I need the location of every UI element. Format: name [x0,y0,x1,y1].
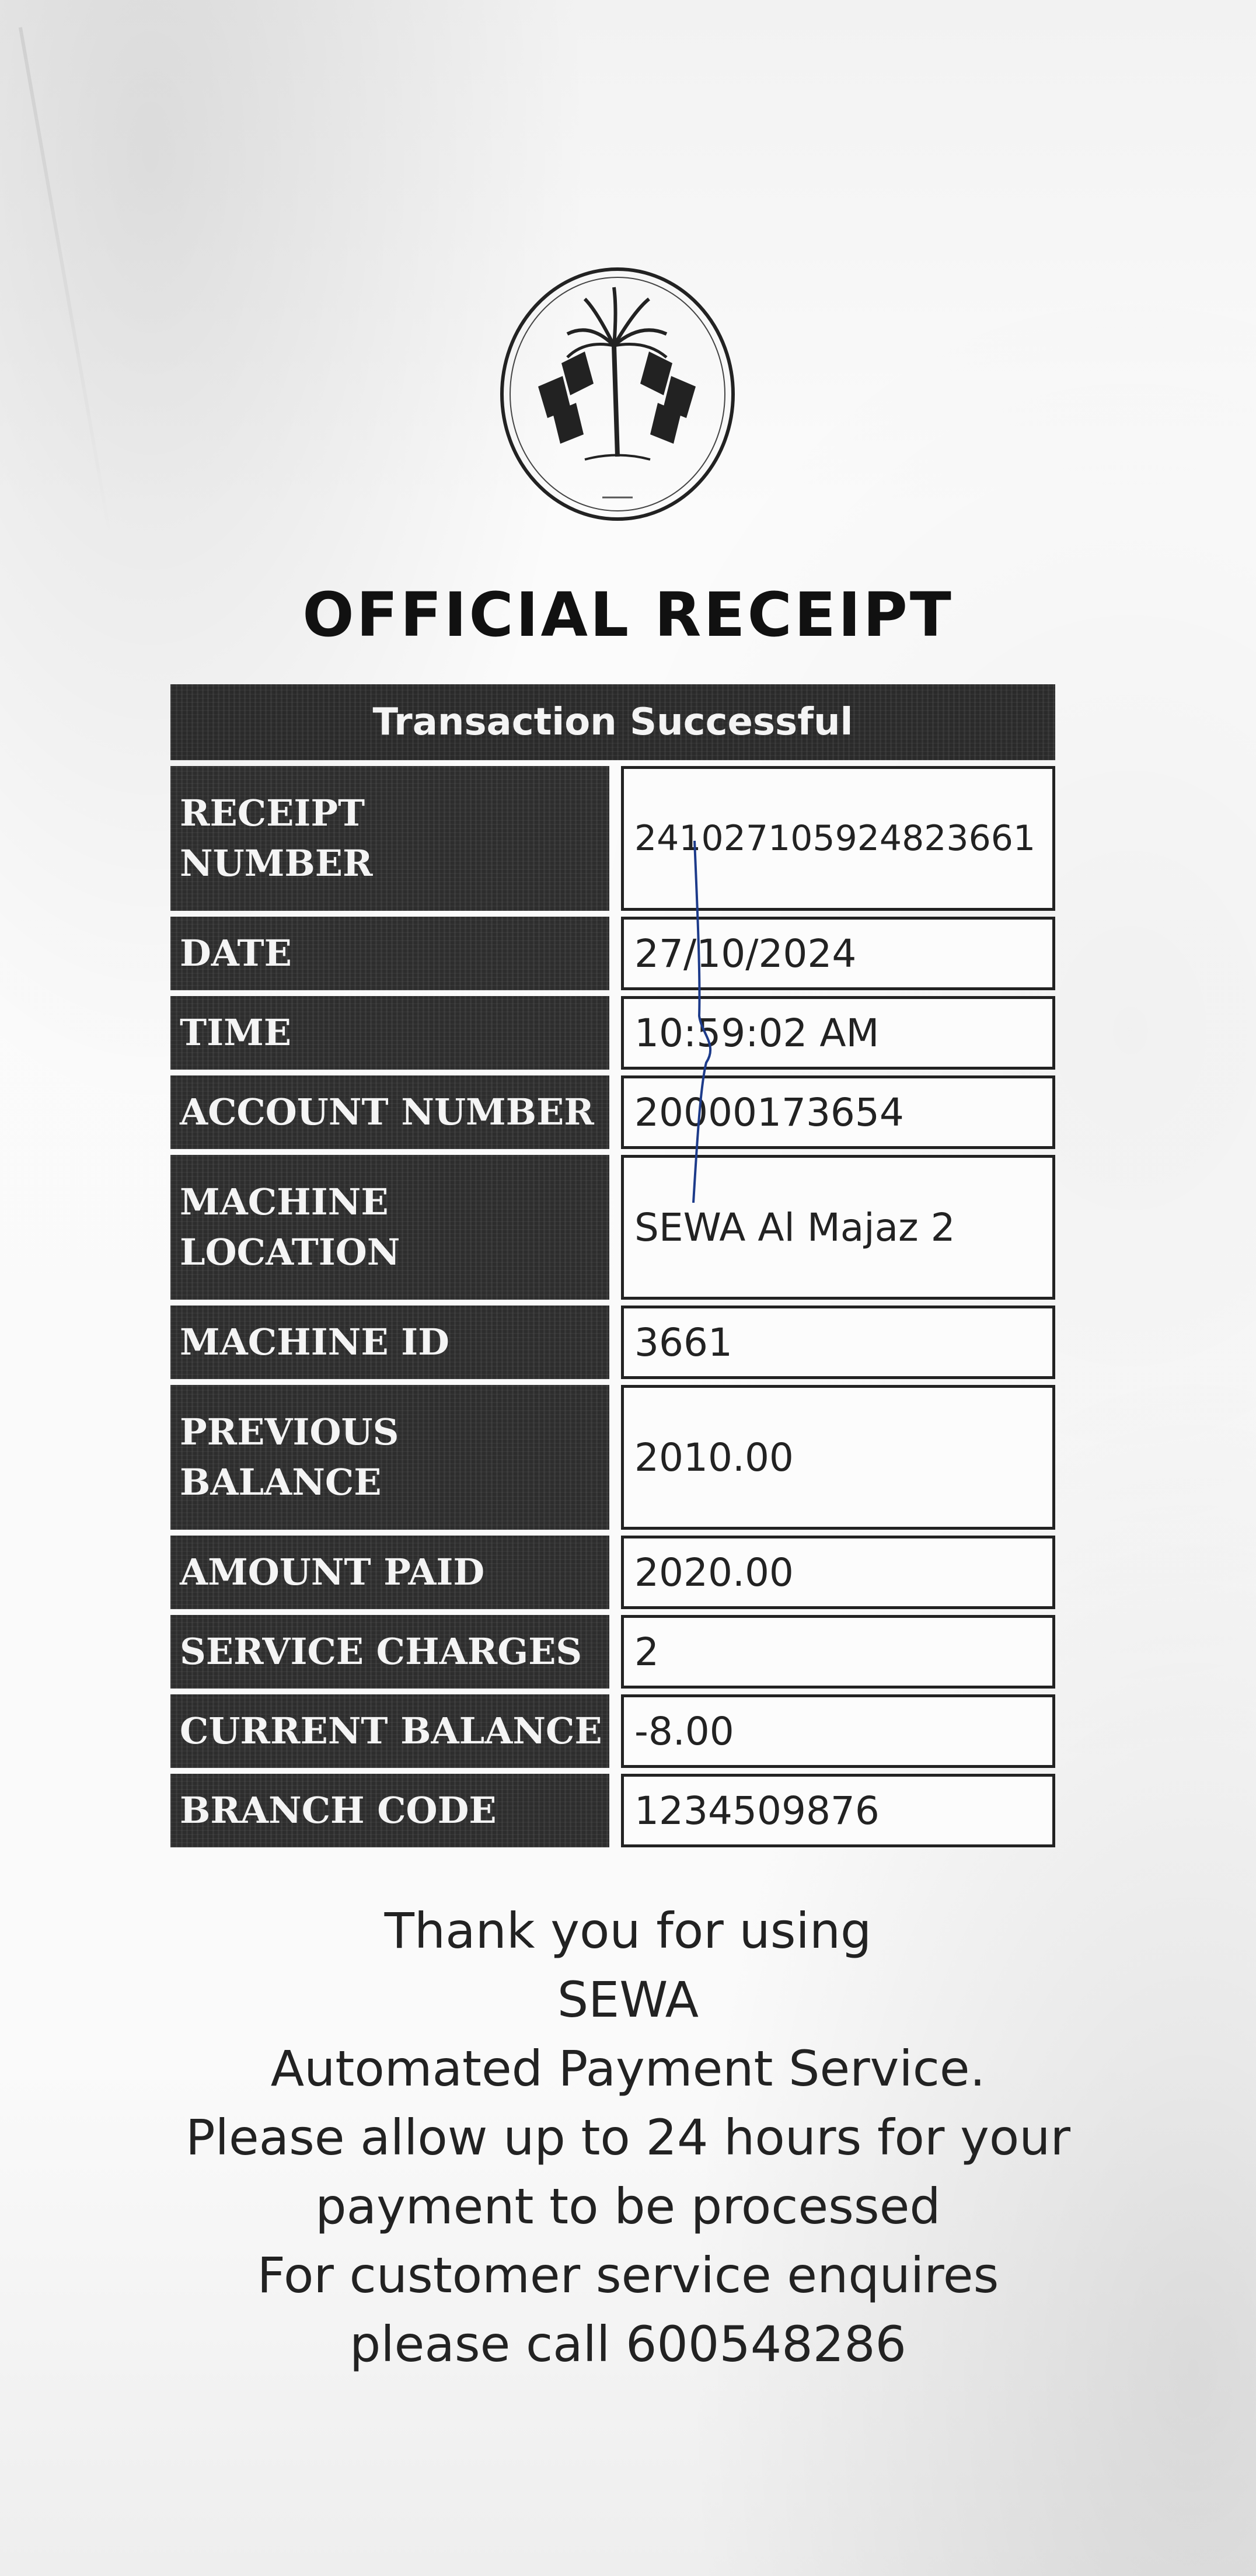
time-value: 10:59:02 AM [621,996,1055,1070]
footer-line: Thank you for using [384,1902,872,1959]
receipt-row-previous-balance [170,1385,1055,1530]
footer-line: For customer service enquires [257,2247,999,2304]
amount-paid-label: AMOUNT PAID [170,1536,609,1609]
receipt-row-current-balance [170,1694,1055,1768]
footer-line: payment to be processed [315,2178,941,2235]
receipt-row-service-charges [170,1615,1055,1689]
receipt-row-branch-code [170,1774,1055,1847]
branch-code-value: 1234509876 [621,1774,1055,1847]
machine-location-label: MACHINE LOCATION [170,1155,609,1300]
receipt-number-value: 241027105924823661 [621,766,1055,911]
account-number-label: ACCOUNT NUMBER [170,1075,609,1149]
receipt-row-machine-id [170,1306,1055,1379]
date-label: DATE [170,917,609,990]
footer-line: Automated Payment Service. [270,2040,986,2097]
machine-id-value: 3661 [621,1306,1055,1379]
receipt-number-label: RECEIPT NUMBER [170,766,609,911]
footer-line: Please allow up to 24 hours for your [185,2109,1071,2166]
receipt-footer-message [0,1896,1256,2379]
previous-balance-value: 2010.00 [621,1385,1055,1530]
receipt-row-machine-location [170,1155,1055,1300]
receipt-row-amount-paid [170,1536,1055,1609]
account-number-value: 20000173654 [621,1075,1055,1149]
current-balance-value: -8.00 [621,1694,1055,1768]
time-label: TIME [170,996,609,1070]
footer-line: SEWA [557,1971,699,2028]
previous-balance-label: PREVIOUS BALANCE [170,1385,609,1530]
amount-paid-value: 2020.00 [621,1536,1055,1609]
receipt-row-time [170,996,1055,1070]
receipt-row-account-number [170,1075,1055,1149]
machine-id-label: MACHINE ID [170,1306,609,1379]
machine-location-value: SEWA Al Majaz 2 [621,1155,1055,1300]
date-value: 27/10/2024 [621,917,1055,990]
footer-line-phone: please call 600548286 [350,2316,906,2373]
receipt-details-table [170,684,1055,1853]
receipt-row-receipt-number [170,766,1055,911]
emblem-seal-icon [497,264,738,524]
branch-code-label: BRANCH CODE [170,1774,609,1847]
paper-crease [19,27,113,545]
receipt-title: OFFICIAL RECEIPT [302,579,954,650]
transaction-status-banner: Transaction Successful [170,684,1055,760]
receipt-row-date [170,917,1055,990]
service-charges-value: 2 [621,1615,1055,1689]
service-charges-label: SERVICE CHARGES [170,1615,609,1689]
current-balance-label: CURRENT BALANCE [170,1694,609,1768]
